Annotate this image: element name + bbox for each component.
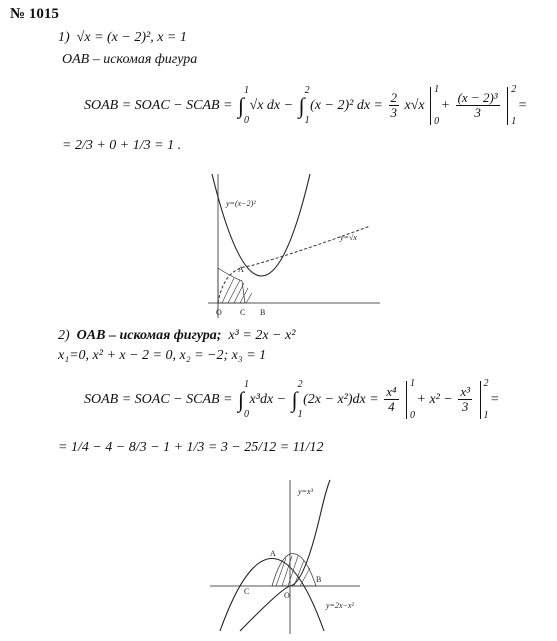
point-B: B (260, 308, 266, 317)
eval-bar: 1 0 (430, 87, 431, 125)
part2-equation (58, 328, 295, 344)
fraction: $\frac{\text{(x − 2)³}}{3}$ (457, 90, 498, 121)
graph2 (200, 476, 370, 636)
point-C: C (244, 587, 250, 596)
part1-eq-text: √x = (x − 2)², x = 1 (76, 30, 187, 45)
part1-result: = 2/3 + 0 + 1/3 = 1 . (62, 138, 182, 153)
fraction: $\frac{\text{x⁴}}{4}$ (386, 384, 397, 415)
part1-area-formula: SOAB = SOAC − SCAB = ∫ 1 0 √x dx − ∫ 2 1 (x − 2)² dx = $\frac{2}{3}$ x√x 1 0 + $\frac{\text{(x − 2)³}}{3}$ 2 1 = (84, 83, 528, 127)
integral-sign: ∫ 1 0 (238, 378, 249, 420)
part1-integrand2: (x − 2)² dx (310, 98, 371, 113)
part2-area-lhs: SOAB = SOAC − SCAB = (84, 392, 233, 407)
part1-equation (58, 30, 187, 46)
part1-figure-text: OAB – искомая фигура (62, 52, 198, 67)
fraction: $\frac{2}{3}$ (390, 90, 397, 121)
point-C: C (240, 308, 246, 317)
problem-number: № 1015 (10, 6, 59, 22)
part2-integrand1: x³dx (249, 392, 274, 407)
label-root: y=√x (340, 233, 357, 242)
eval-bar: 2 1 (480, 381, 481, 419)
fraction: $\frac{\text{x³}}{3}$ (460, 384, 470, 415)
hatch (222, 278, 252, 303)
part2-result: = 1/4 − 4 − 8/3 − 1 + 1/3 = 3 − 25/12 = 11/12 (58, 440, 324, 455)
label-cubic: y=x³ (298, 487, 313, 496)
part1-area-lhs: SOAB = SOAC − SCAB = (84, 98, 233, 113)
point-O: O (216, 308, 222, 317)
eval-bar: 2 1 (507, 87, 508, 125)
parabola-curve (220, 559, 324, 632)
part1-integrand1: √x dx (249, 98, 281, 113)
cubic-curve (240, 480, 330, 631)
term: + x² − (416, 392, 453, 407)
label-parabola: y=(x−2)² (226, 199, 256, 208)
part2-roots: x₁=0, x² + x − 2 = 0, x₂ = −2; x₃ = 1 (58, 348, 267, 363)
part2-eq-text: x³ = 2x − x² (228, 328, 296, 343)
eval-bar: 1 0 (406, 381, 407, 419)
parabola-curve (212, 174, 310, 276)
point-A: A (270, 549, 276, 558)
point-B: B (316, 575, 322, 584)
point-A: A (238, 265, 244, 274)
part2-label: 2) (58, 328, 70, 343)
part2-integrand2: (2x − x²)dx (303, 392, 366, 407)
term: x√x (404, 98, 425, 113)
label-parab: y=2x−x² (326, 601, 354, 610)
integral-sign: ∫ 2 1 (291, 378, 303, 420)
part2-area-formula: SOAB = SOAC − SCAB = ∫ 1 0 x³dx − ∫ 2 1 (2x − x²)dx = $\frac{\text{x⁴}}{4}$ 1 0 + x² − $\frac{\text{x³}}{3}$ 2 1 = (84, 377, 500, 421)
point-O: O (284, 591, 290, 600)
part2-figure-text: OAB – искомая фигура; (76, 328, 222, 343)
graph1 (190, 168, 390, 328)
integral-sign: ∫ 2 1 (298, 84, 310, 126)
integral-sign: ∫ 1 0 (238, 84, 249, 126)
part1-label: 1) (58, 30, 70, 45)
